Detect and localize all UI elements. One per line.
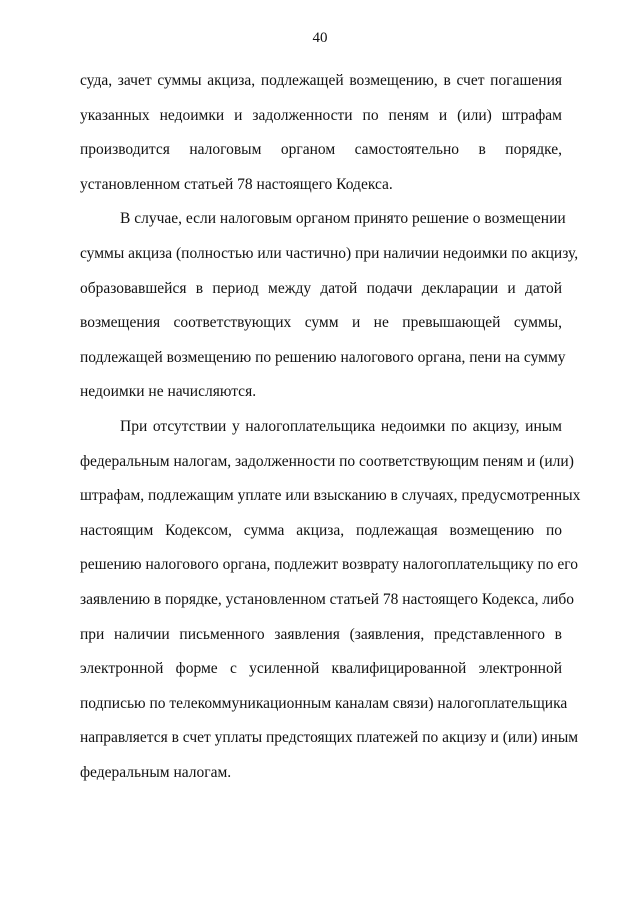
text-line: указанных недоимки и задолженности по пеням и (или) штрафам	[80, 106, 562, 124]
text-line: недоимки не начисляются.	[80, 383, 257, 401]
text-line: штрафам, подлежащим уплате или взысканию в случаях, предусмотренных	[80, 487, 581, 505]
text-line: федеральным налогам, задолженности по соответствующим пеням и (или)	[80, 452, 574, 470]
text-line: подлежащей возмещению по решению налогового органа, пени на сумму	[80, 348, 566, 366]
text-line: подписью по телекоммуникационным каналам связи) налогоплательщика	[80, 694, 568, 712]
text-line: суда, зачет суммы акциза, подлежащей возмещению, в счет погашения	[80, 72, 562, 89]
page-number: 40	[312, 30, 328, 46]
text-line: решению налогового органа, подлежит возврату налогоплательщику по его	[80, 556, 578, 574]
text-line: при наличии письменного заявления (заявления, представленного в	[80, 625, 562, 643]
text-line: настоящим Кодексом, сумма акциза, подлежащая возмещению по	[80, 521, 562, 539]
text-line: федеральным налогам.	[80, 763, 232, 781]
text-line: заявлению в порядке, установленном статьей 78 настоящего Кодекса, либо	[80, 590, 575, 608]
text-line: При отсутствии у налогоплательщика недоимки по акцизу, иным	[120, 417, 562, 435]
document-body	[80, 64, 581, 790]
text-line: В случае, если налоговым органом принято решение о возмещении	[120, 210, 566, 228]
text-line: производится налоговым органом самостоятельно в порядке,	[80, 141, 562, 159]
text-line: возмещения соответствующих сумм и не превышающей суммы,	[80, 314, 562, 332]
text-line: суммы акциза (полностью или частично) при наличии недоимки по акцизу,	[80, 244, 579, 262]
text-line: направляется в счет уплаты предстоящих платежей по акцизу и (или) иным	[80, 729, 579, 747]
text-line: установленном статьей 78 настоящего Кодекса.	[80, 175, 393, 193]
text-line: электронной форме с усиленной квалифицированной электронной	[80, 660, 562, 678]
text-line: образовавшейся в период между датой подачи декларации и датой	[80, 279, 562, 297]
